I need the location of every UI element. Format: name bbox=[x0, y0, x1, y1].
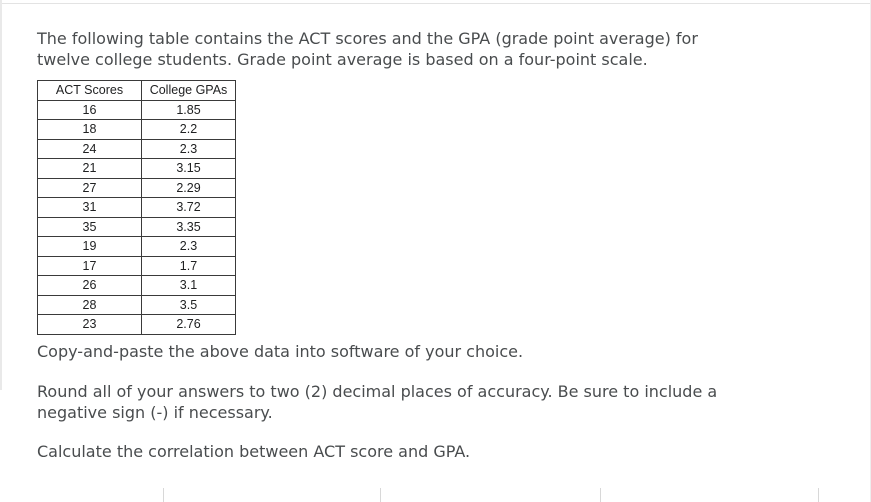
table-row bbox=[38, 198, 236, 218]
table-body bbox=[38, 100, 236, 334]
table-row bbox=[38, 120, 236, 140]
toolbar-separator bbox=[818, 488, 819, 502]
table-row bbox=[38, 139, 236, 159]
gpa-cell: 2.3 bbox=[142, 237, 236, 257]
gpa-cell: 2.2 bbox=[142, 120, 236, 140]
table-row bbox=[38, 178, 236, 198]
act-score-cell: 16 bbox=[38, 100, 142, 120]
act-score-cell: 17 bbox=[38, 256, 142, 276]
act-score-cell: 23 bbox=[38, 315, 142, 335]
act-score-cell: 28 bbox=[38, 295, 142, 315]
data-table bbox=[37, 80, 236, 335]
bottom-toolbar-edge bbox=[0, 486, 871, 502]
gpa-cell: 2.3 bbox=[142, 139, 236, 159]
gpa-cell: 2.29 bbox=[142, 178, 236, 198]
toolbar-separator bbox=[600, 488, 601, 502]
gpa-cell: 1.7 bbox=[142, 256, 236, 276]
gpa-cell: 2.76 bbox=[142, 315, 236, 335]
top-divider bbox=[0, 3, 871, 4]
copy-instruction: Copy-and-paste the above data into software of your choice. bbox=[37, 341, 524, 361]
gpa-cell: 1.85 bbox=[142, 100, 236, 120]
table-row bbox=[38, 159, 236, 179]
gpa-cell: 3.5 bbox=[142, 295, 236, 315]
table-row bbox=[38, 315, 236, 335]
table-row bbox=[38, 276, 236, 296]
left-divider bbox=[0, 0, 2, 390]
act-score-cell: 24 bbox=[38, 139, 142, 159]
rounding-instruction: Round all of your answers to two (2) decimal places of accuracy. Be sure to include a negative sign (-) if necessary. bbox=[37, 381, 718, 422]
act-score-cell: 26 bbox=[38, 276, 142, 296]
act-score-cell: 27 bbox=[38, 178, 142, 198]
task-prompt: Calculate the correlation between ACT score and GPA. bbox=[37, 441, 471, 461]
toolbar-separator bbox=[380, 488, 381, 502]
gpa-cell: 3.1 bbox=[142, 276, 236, 296]
table-header-row bbox=[38, 81, 236, 101]
table-row bbox=[38, 100, 236, 120]
act-score-cell: 31 bbox=[38, 198, 142, 218]
gpa-cell: 3.72 bbox=[142, 198, 236, 218]
table-row bbox=[38, 295, 236, 315]
table-row bbox=[38, 217, 236, 237]
gpa-cell: 3.35 bbox=[142, 217, 236, 237]
question-intro: The following table contains the ACT scores and the GPA (grade point average) for twelve college students. Grade point average is based on a four-point scale. bbox=[37, 29, 698, 69]
table-row bbox=[38, 237, 236, 257]
table-row bbox=[38, 256, 236, 276]
gpa-cell: 3.15 bbox=[142, 159, 236, 179]
toolbar-separator bbox=[163, 488, 164, 502]
question-content bbox=[37, 28, 857, 462]
act-score-cell: 18 bbox=[38, 120, 142, 140]
header-act-scores: ACT Scores bbox=[38, 81, 142, 101]
act-score-cell: 35 bbox=[38, 217, 142, 237]
act-score-cell: 19 bbox=[38, 237, 142, 257]
act-score-cell: 21 bbox=[38, 159, 142, 179]
header-college-gpas: College GPAs bbox=[142, 81, 236, 101]
